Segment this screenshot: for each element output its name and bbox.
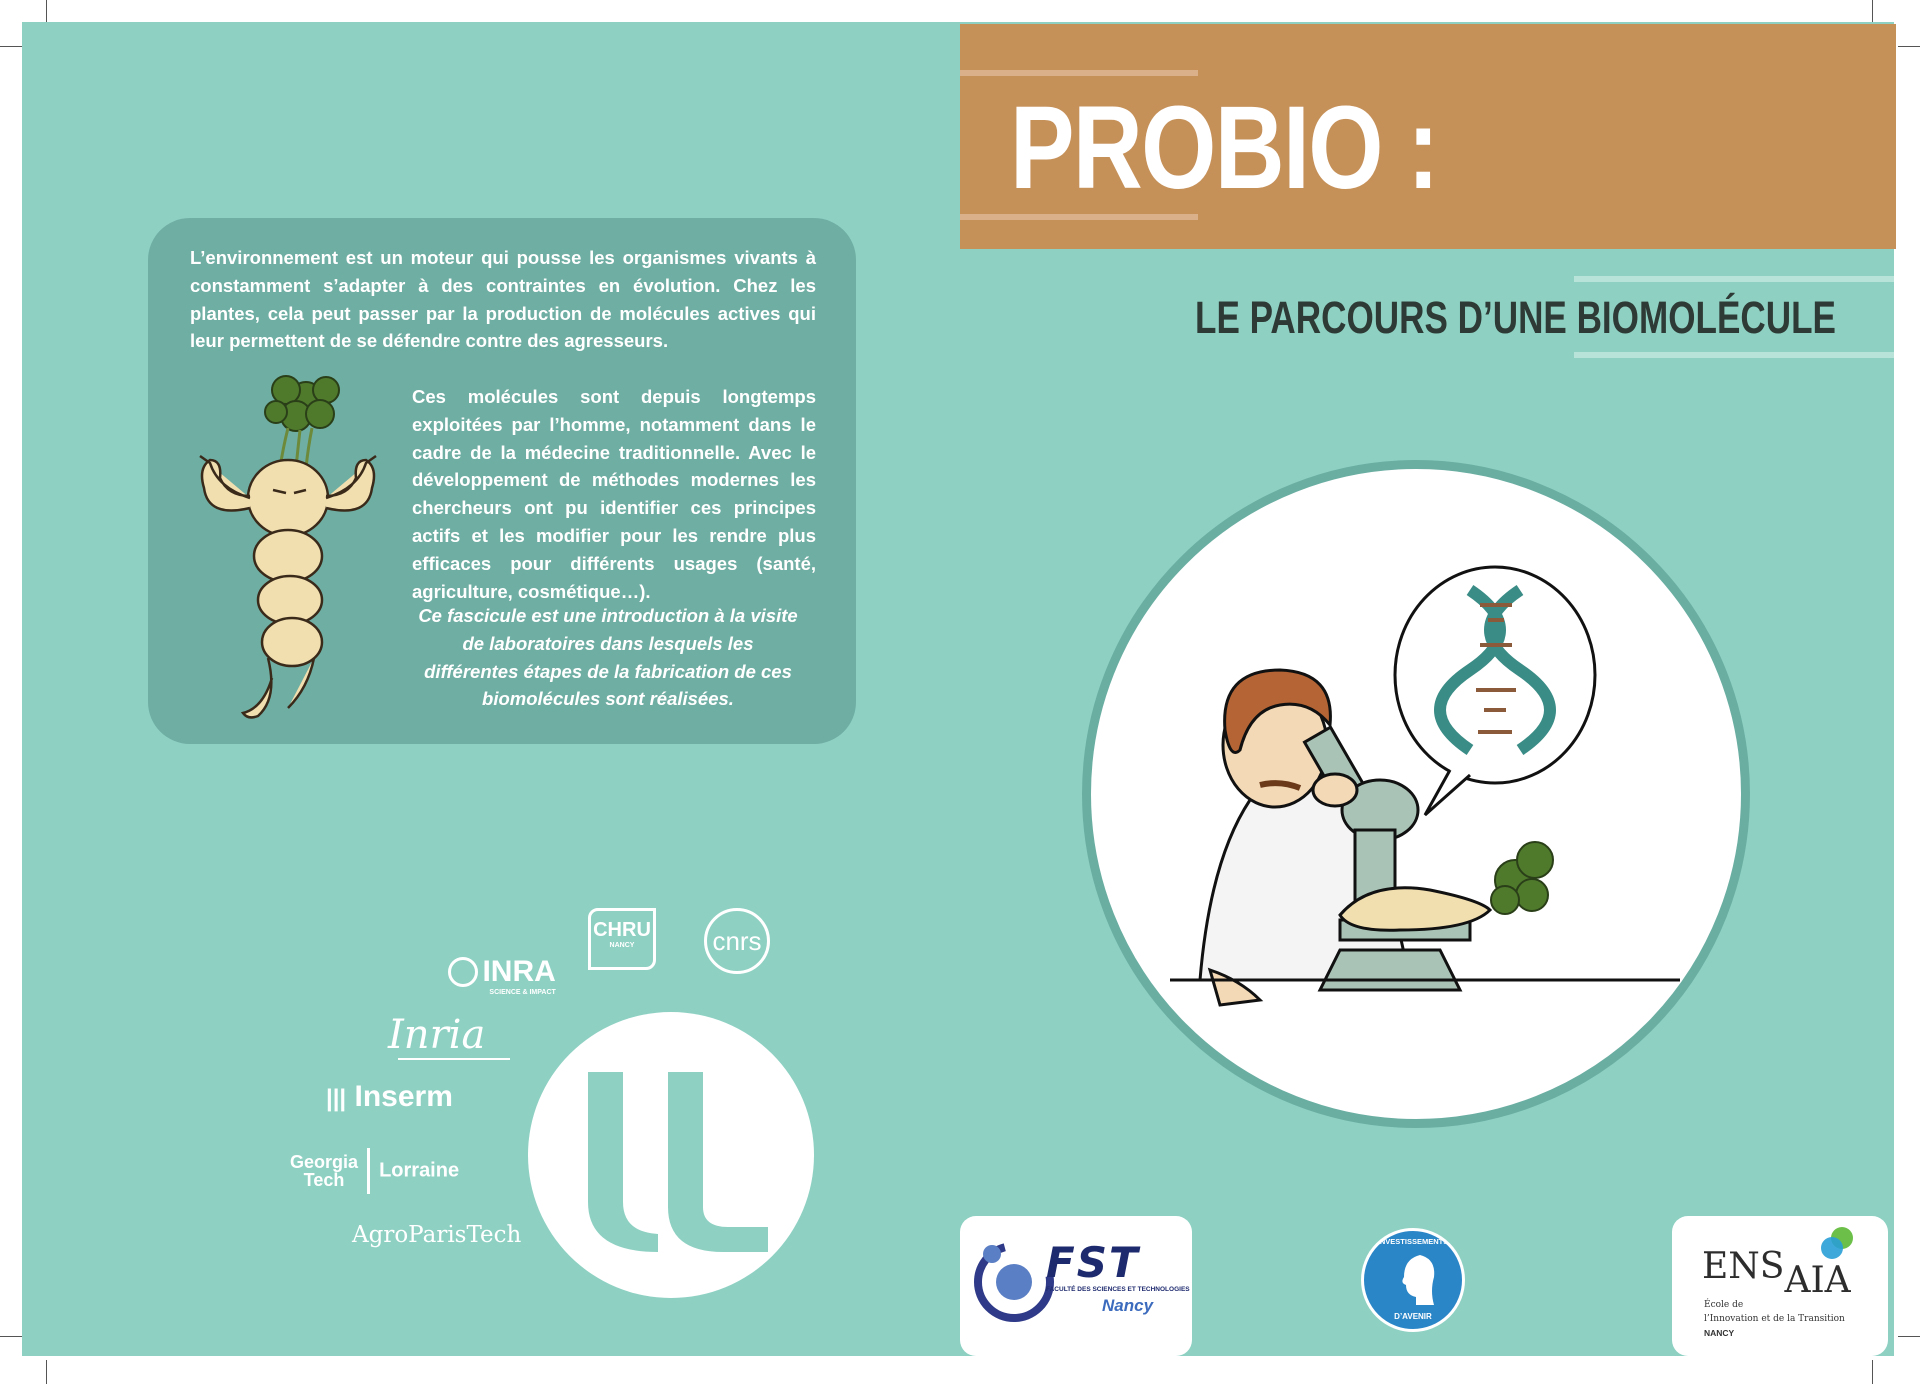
crop-mark [1872, 1360, 1873, 1384]
investissements-avenir-logo: INVESTISSEMENTS D’AVENIR [1361, 1228, 1465, 1332]
intro-paragraph-2: Ces molécules sont depuis longtemps exploitées par l’homme, notamment dans le cadre de la médecine traditionnelle. Avec le développement de méthodes modernes les chercheurs ont pu identifier ces principes actifs et les modifier pour les rendre plus efficaces pour différents usages (santé, agriculture, cosmétique…). [412, 386, 816, 602]
agroparistech-logo: AgroParisTech [352, 1222, 522, 1248]
inserm-logo: ||| Inserm [326, 1080, 453, 1113]
root-mascot-illustration [188, 368, 388, 728]
subtitle-stripe [1574, 276, 1894, 282]
subtitle-stripe [1574, 352, 1894, 358]
scientist-microscope-illustration [1140, 560, 1700, 1040]
intro-text-box [148, 218, 856, 744]
crop-mark [1898, 1336, 1920, 1337]
crop-mark [46, 1360, 47, 1384]
chru-logo: CHRU NANCY [588, 908, 656, 970]
cover-title: PROBIO : [1010, 82, 1438, 214]
divider [367, 1148, 370, 1194]
crop-mark [46, 0, 47, 22]
intro-paragraph-1: L’environnement est un moteur qui pousse les organismes vivants à constamment s’adapter à des contraintes en évolution. Chez les plantes, cela peut passer par la production de molécules actives qui leur permettent de se défendre contre des agresseurs. [190, 247, 816, 352]
fst-emblem-icon [974, 1230, 1054, 1340]
cnrs-logo: cnrs [704, 908, 770, 974]
inserm-mark-icon: ||| [326, 1085, 347, 1112]
ensaia-logo-card: ENSAIA École de l’Innovation et de la Transition NANCY [1672, 1216, 1888, 1356]
crop-mark [1898, 46, 1920, 47]
ul-monogram-icon [528, 1012, 814, 1298]
crop-mark [0, 1336, 22, 1337]
inria-logo: Inria [388, 1012, 510, 1060]
ensaia-wordmark: ENSAIA [1702, 1246, 1851, 1301]
marianne-profile-icon [1390, 1251, 1440, 1307]
crop-mark [0, 46, 22, 47]
crop-mark [1872, 0, 1873, 22]
inra-globe-icon [448, 957, 478, 987]
inra-logo: INRA SCIENCE & IMPACT [448, 955, 556, 996]
georgia-tech-lorraine-logo: Georgia Tech Lorraine [290, 1148, 459, 1194]
band-stripe [960, 70, 1198, 76]
fst-logo-card: FST FACULTÉ DES SCIENCES ET TECHNOLOGIES Nancy [960, 1216, 1192, 1356]
cover-subtitle: LE PARCOURS D’UNE BIOMOLÉCULE [1195, 292, 1836, 343]
intro-paragraph-3: Ce fascicule est une introduction à la visite de laboratoires dans lesquels les différentes étapes de la fabrication de ces biomolécules sont réalisées. [418, 605, 798, 710]
